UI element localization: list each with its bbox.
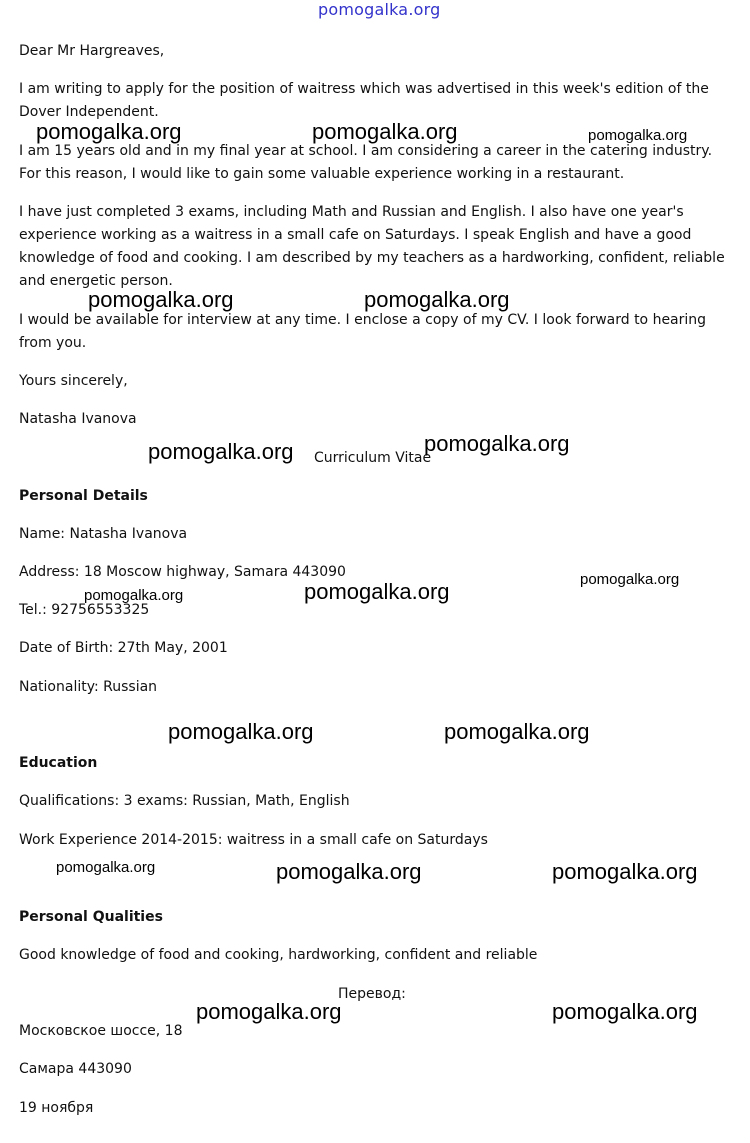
translation-label: Перевод:	[338, 986, 406, 1002]
letter-paragraph-4: I would be available for interview at any time. I enclose a copy of my CV. I look forward to hearing from you.	[19, 312, 707, 351]
watermark: pomogalka.org	[36, 119, 182, 144]
letter-paragraph-2: I am 15 years old and in my final year at school. I am considering a career in the catering industry. For this reason, I would like to gain some valuable experience working in a restaurant.	[19, 143, 713, 182]
watermark: pomogalka.org	[88, 287, 234, 312]
cv-personal-heading: Personal Details	[19, 488, 148, 504]
watermark: pomogalka.org	[552, 859, 698, 884]
cv-work-experience: Work Experience 2014-2015: waitress in a small cafe on Saturdays	[19, 832, 488, 848]
watermark: pomogalka.org	[312, 119, 458, 144]
cv-nationality: Nationality: Russian	[19, 679, 158, 695]
translation-line-2: Самара 443090	[19, 1061, 132, 1077]
watermark: pomogalka.org	[580, 571, 680, 588]
cv-title: Curriculum Vitae	[314, 450, 432, 466]
letter-greeting: Dear Mr Hargreaves,	[19, 43, 165, 59]
cv-dob: Date of Birth: 27th May, 2001	[19, 640, 228, 656]
letter-signature: Natasha Ivanova	[19, 411, 137, 427]
cv-qualities-heading: Personal Qualities	[19, 909, 163, 925]
watermark: pomogalka.org	[168, 719, 314, 744]
cv-address: Address: 18 Moscow highway, Samara 443090	[19, 564, 346, 580]
letter-paragraph-1: I am writing to apply for the position of waitress which was advertised in this week's edition of the Dover Independent.	[19, 81, 709, 120]
cv-name: Name: Natasha Ivanova	[19, 526, 188, 542]
translation-line-3: 19 ноября	[19, 1100, 94, 1116]
cv-tel: Tel.: 92756553325	[19, 602, 150, 618]
cv-education-heading: Education	[19, 755, 98, 771]
letter-paragraph-3: I have just completed 3 exams, including Math and Russian and English. I also have one year's experience working as a waitress in a small cafe on Saturdays. I speak English and have a good knowledge of food and cooking. I am described by my teachers as a hardworking, confident, reliable and energetic person.	[19, 204, 725, 289]
letter-closing: Yours sincerely,	[19, 373, 128, 389]
watermark: pomogalka.org	[304, 579, 450, 604]
watermark: pomogalka.org	[364, 287, 510, 312]
cv-qualifications: Qualifications: 3 exams: Russian, Math, English	[19, 793, 350, 809]
site-header-link[interactable]: pomogalka.org	[318, 0, 441, 19]
watermark: pomogalka.org	[148, 439, 294, 464]
watermark: pomogalka.org	[196, 999, 342, 1024]
translation-line-1: Московское шоссе, 18	[19, 1023, 183, 1039]
watermark: pomogalka.org	[56, 859, 156, 876]
cv-qualities: Good knowledge of food and cooking, hardworking, confident and reliable	[19, 947, 538, 963]
watermark: pomogalka.org	[588, 127, 688, 144]
watermark: pomogalka.org	[84, 587, 184, 604]
watermark: pomogalka.org	[276, 859, 422, 884]
watermark: pomogalka.org	[552, 999, 698, 1024]
watermark: pomogalka.org	[444, 719, 590, 744]
watermark: pomogalka.org	[424, 431, 570, 456]
